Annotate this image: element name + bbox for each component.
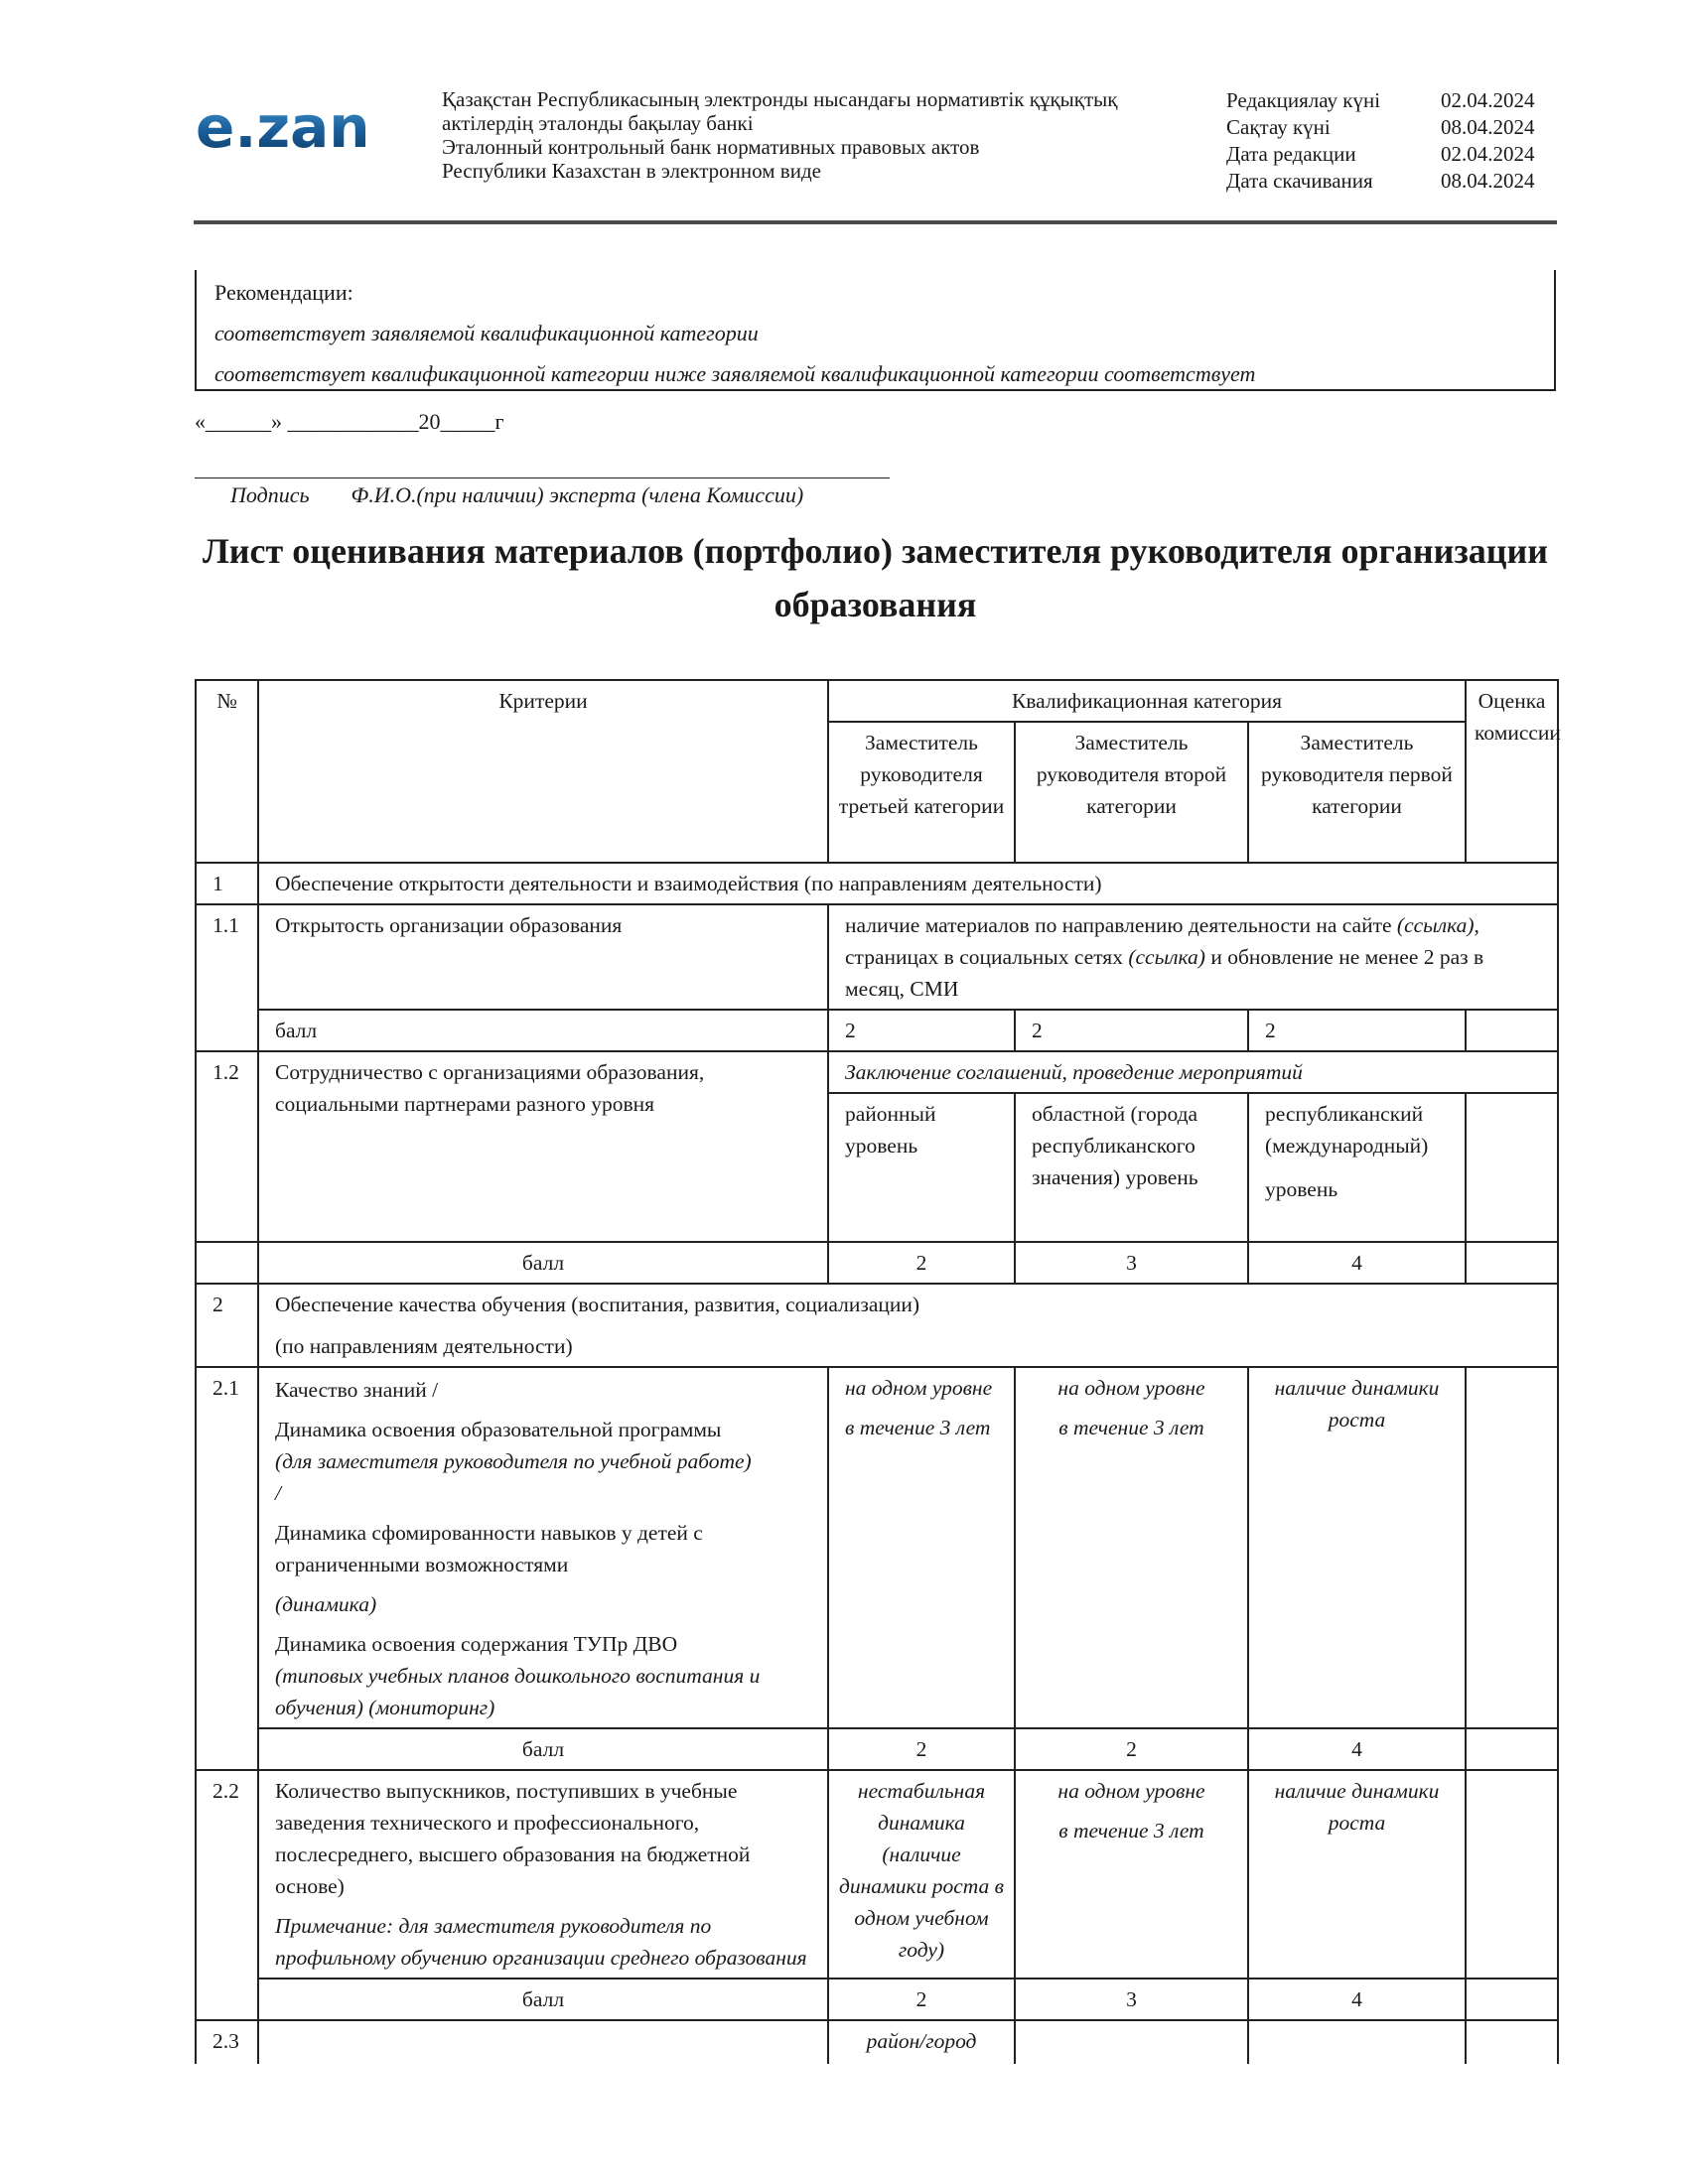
level-first-suffix: уровень <box>1265 1177 1338 1201</box>
meta-value: 08.04.2024 <box>1441 169 1535 193</box>
level-first: наличие динамики роста <box>1248 1770 1466 1979</box>
criteria-separator: / <box>275 1481 281 1505</box>
score-third: 2 <box>828 1979 1015 2020</box>
level-text: в течение 3 лет <box>1058 1819 1204 1843</box>
meta-value: 08.04.2024 <box>1441 115 1535 139</box>
score-third: 2 <box>828 1242 1015 1284</box>
criteria-cell <box>258 2020 828 2064</box>
level-first: наличие динамики роста <box>1248 1367 1466 1728</box>
score-label: балл <box>258 1979 828 2020</box>
recommendations-label: Рекомендации: <box>214 280 353 305</box>
score-label: балл <box>258 1728 828 1770</box>
table-row <box>196 863 1558 904</box>
level-third <box>828 1367 1015 1728</box>
score-first: 2 <box>1248 1010 1466 1051</box>
meta-value: 02.04.2024 <box>1441 142 1535 166</box>
row-num: 2.3 <box>196 2020 258 2064</box>
level-text: на одном уровне <box>1057 1376 1205 1400</box>
criteria-note: Примечание: для заместителя руководителя по профильному обучению организации среднего образования <box>275 1914 807 1970</box>
criteria-note: (типовых учебных планов дошкольного воспитания и обучения) (мониторинг) <box>275 1664 761 1719</box>
commission-score-cell <box>1466 1367 1558 1728</box>
header-category: Квалификационная категория <box>828 680 1466 722</box>
row-num: 1.1 <box>196 904 258 1051</box>
table-row <box>196 1284 1558 1367</box>
header-num: № <box>196 680 258 863</box>
commission-score-cell <box>1466 1010 1558 1051</box>
level-second: областной (города республиканского значения) уровень <box>1015 1093 1248 1242</box>
level-third: район/город <box>828 2020 1015 2064</box>
header-line: Эталонный контрольный банк нормативных правовых актов <box>442 135 980 159</box>
commission-score-cell <box>1466 1093 1558 1242</box>
row-num: 2 <box>196 1284 258 1367</box>
criteria-text: Динамика сфомированности навыков у детей с ограниченными возможностями <box>275 1521 703 1576</box>
header-third-category: Заместитель руководителя третьей категории <box>828 722 1015 863</box>
level-text: на одном уровне <box>845 1376 993 1400</box>
score-first: 4 <box>1248 1242 1466 1284</box>
level-third: районный уровень <box>828 1093 1015 1242</box>
header-line: актілердің эталонды бақылау банкі <box>442 111 754 135</box>
level-first <box>1248 1093 1466 1242</box>
score-second: 2 <box>1015 1010 1248 1051</box>
level-first-text: республиканский (международный) <box>1265 1102 1429 1158</box>
level-text: в течение 3 лет <box>1058 1416 1204 1439</box>
score-second: 2 <box>1015 1728 1248 1770</box>
commission-score-cell <box>1466 1242 1558 1284</box>
score-label: балл <box>258 1242 828 1284</box>
subheading-cell: Заключение соглашений, проведение мероприятий <box>828 1051 1558 1093</box>
header-bank-text <box>442 87 1177 183</box>
section-title-line: Обеспечение качества обучения (воспитания, развития, социализации) <box>275 1293 920 1316</box>
table-header-row <box>196 680 1558 722</box>
commission-score-cell <box>1466 1979 1558 2020</box>
evaluation-table <box>195 679 1559 2064</box>
table-row <box>196 2020 1558 2064</box>
header-divider <box>194 220 1557 224</box>
score-row <box>196 1728 1558 1770</box>
meta-label: Редакциялау күні <box>1226 88 1381 112</box>
commission-score-cell <box>1466 2020 1558 2064</box>
score-label: балл <box>258 1010 828 1051</box>
row-num: 1 <box>196 863 258 904</box>
signature-label: Подпись <box>230 482 310 507</box>
date-line: «______» ____________20_____г <box>195 409 504 434</box>
page-title: Лист оценивания материалов (портфолио) заместителя руководителя организации образования <box>202 531 1549 624</box>
signature-caption <box>230 482 803 508</box>
level-second <box>1015 2020 1248 2064</box>
commission-score-cell <box>1466 1728 1558 1770</box>
recommendation-option: соответствует квалификационной категории ниже заявляемой квалификационной категории соответствует <box>214 361 1256 386</box>
description-text: , страницах в социальных сетях <box>845 913 1479 969</box>
row-num-empty <box>196 1242 258 1284</box>
criteria-note: (динамика) <box>275 1592 377 1616</box>
criteria-text: Количество выпускников, поступивших в учебные заведения технического и профессионального, послесреднего, высшего образования на бюджетной основе) <box>275 1779 751 1898</box>
header-first-category: Заместитель руководителя первой категории <box>1248 722 1466 863</box>
level-first <box>1248 2020 1466 2064</box>
criteria-cell: Сотрудничество с организациями образования, социальными партнерами разного уровня <box>258 1051 828 1242</box>
criteria-text: Динамика освоения содержания ТУПр ДВО <box>275 1632 678 1656</box>
table-row <box>196 1051 1558 1093</box>
criteria-note: (для заместителя руководителя по учебной работе) <box>275 1449 752 1473</box>
meta-label: Дата редакции <box>1226 142 1356 166</box>
score-third: 2 <box>828 1728 1015 1770</box>
description-text: и обновление не менее 2 раз в месяц, СМИ <box>845 945 1484 1001</box>
row-num: 2.1 <box>196 1367 258 1770</box>
ezan-logo <box>194 95 392 165</box>
meta-label: Сақтау күні <box>1226 115 1331 139</box>
commission-score-cell <box>1466 1770 1558 1979</box>
row-num: 2.2 <box>196 1770 258 2020</box>
meta-value: 02.04.2024 <box>1441 88 1535 112</box>
description-text: наличие материалов по направлению деятельности на сайте <box>845 913 1397 937</box>
header-dates <box>1226 87 1535 195</box>
score-row <box>196 1979 1558 2020</box>
level-text: на одном уровне <box>1057 1779 1205 1803</box>
level-second <box>1015 1770 1248 1979</box>
header-criteria: Критерии <box>258 680 828 863</box>
logo-text: e.zan <box>196 95 370 161</box>
link-note: (ссылка) <box>1396 913 1475 937</box>
header-score: Оценка комиссии <box>1466 680 1558 863</box>
score-first: 4 <box>1248 1979 1466 2020</box>
criteria-cell <box>258 1367 828 1728</box>
score-second: 3 <box>1015 1242 1248 1284</box>
header-line: Қазақстан Республикасының электронды нысандағы нормативтік құқықтық <box>442 87 1118 111</box>
section-title: Обеспечение открытости деятельности и взаимодействия (по направлениям деятельности) <box>258 863 1558 904</box>
link-note: (ссылка) <box>1128 945 1205 969</box>
expert-name-label: Ф.И.О.(при наличии) эксперта (члена Комиссии) <box>351 482 804 507</box>
description-cell <box>828 904 1558 1010</box>
score-row <box>196 1242 1558 1284</box>
criteria-text: Качество знаний / <box>275 1378 439 1402</box>
score-third: 2 <box>828 1010 1015 1051</box>
row-num: 1.2 <box>196 1051 258 1242</box>
criteria-cell <box>258 1770 828 1979</box>
document-header <box>194 87 1554 216</box>
level-second <box>1015 1367 1248 1728</box>
table-row <box>196 904 1558 1010</box>
criteria-cell: Открытость организации образования <box>258 904 828 1010</box>
score-first: 4 <box>1248 1728 1466 1770</box>
header-line: Республики Казахстан в электронном виде <box>442 159 821 183</box>
recommendation-option: соответствует заявляемой квалификационной категории <box>214 321 759 345</box>
meta-label: Дата скачивания <box>1226 169 1373 193</box>
criteria-text: Динамика освоения образовательной программы <box>275 1418 722 1441</box>
section-title <box>258 1284 1558 1367</box>
header-second-category: Заместитель руководителя второй категории <box>1015 722 1248 863</box>
table-row <box>196 1367 1558 1728</box>
table-row <box>196 1770 1558 1979</box>
section-title-line: (по направлениям деятельности) <box>275 1334 573 1358</box>
level-third: нестабильная динамика (наличие динамики роста в одном учебном году) <box>828 1770 1015 1979</box>
score-second: 3 <box>1015 1979 1248 2020</box>
recommendations-box <box>195 270 1556 391</box>
score-row <box>196 1010 1558 1051</box>
level-text: в течение 3 лет <box>845 1416 991 1439</box>
